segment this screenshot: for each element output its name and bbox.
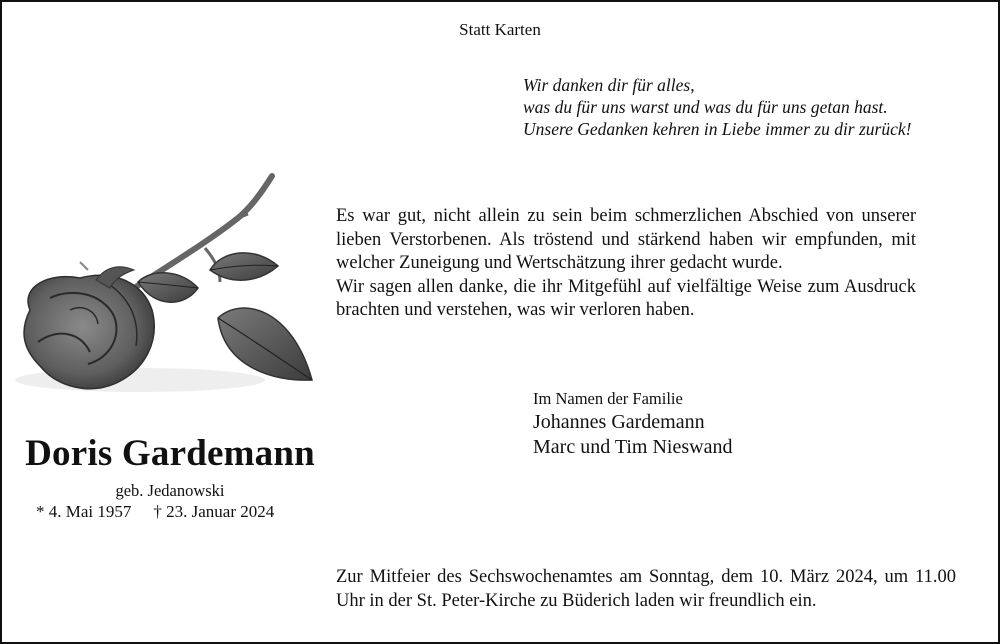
family-signature	[533, 388, 732, 460]
birth-date: * 4. Mai 1957	[36, 502, 132, 521]
family-name: Johannes Gardemann	[533, 411, 705, 433]
service-announcement	[336, 565, 956, 613]
thanks-text	[336, 205, 916, 323]
poem	[523, 74, 911, 140]
thanks-paragraph: Es war gut, nicht allein zu sein beim schmerzlichen Abschied von unserer lieben Verstorbenen. Als tröstend und stärkend haben wir empfunden, mit welcher Zuneigung und Wertschätzung ihrer gedacht wurde.	[336, 206, 916, 274]
leaf-upper	[210, 253, 278, 280]
life-dates	[36, 502, 274, 522]
poem-line: Unsere Gedanken kehren in Liebe immer zu dir zurück!	[523, 119, 912, 139]
family-intro: Im Namen der Familie	[533, 389, 683, 408]
service-text: Zur Mitfeier des Sechswochenamtes am Sonntag, dem 10. März 2024, um 11.00 Uhr in der St. Peter-Kirche zu Büderich laden wir freundlich ein.	[336, 567, 956, 611]
birth-name: geb. Jedanowski	[115, 481, 225, 500]
family-name: Marc und Tim Nieswand	[533, 436, 733, 458]
poem-line: was du für uns warst und was du für uns getan hast.	[523, 97, 888, 117]
header-text: Statt Karten	[459, 20, 541, 39]
deceased-name: Doris Gardemann	[25, 433, 315, 474]
leaf-lower	[218, 308, 312, 380]
rose-icon	[10, 170, 320, 406]
rose-blossom	[24, 275, 154, 388]
poem-line: Wir danken dir für alles,	[523, 75, 695, 95]
thanks-paragraph: Wir sagen allen danke, die ihr Mitgefühl auf vielfältige Weise zum Ausdruck brachten und verstehen, was wir verloren haben.	[336, 276, 916, 321]
rose-thorn	[80, 262, 88, 270]
death-date: † 23. Januar 2024	[153, 502, 275, 521]
